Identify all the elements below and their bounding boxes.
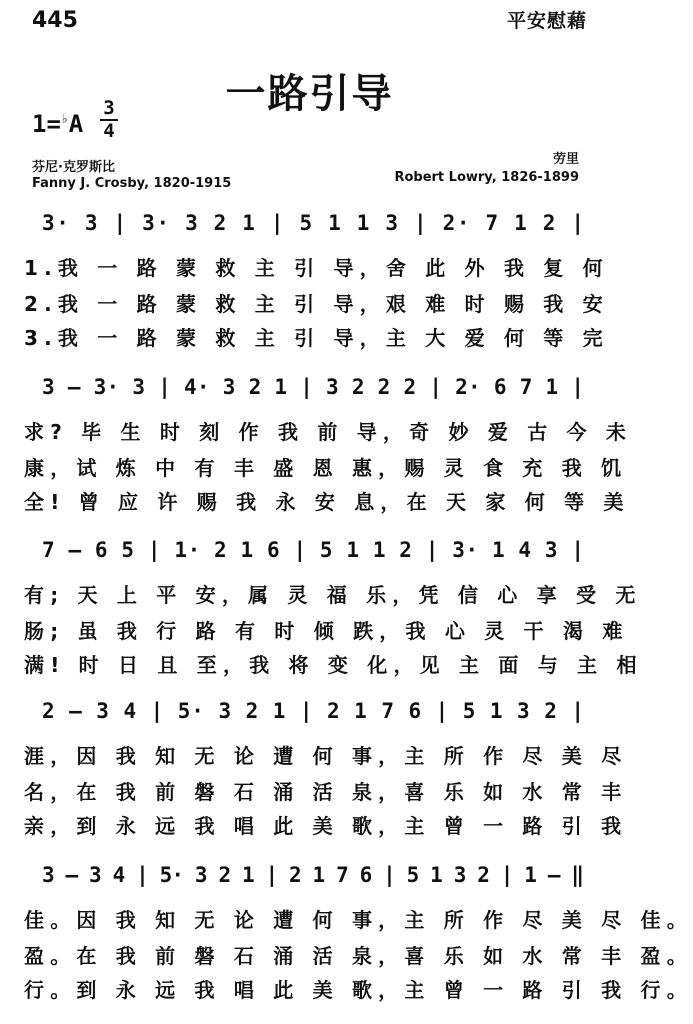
notes-line: 2 – 3 4 | 5· 3 2 1 | 2 1 7 6 | 5 1 3 2 |	[42, 699, 584, 723]
lyricist-cn: 芬尼·克罗斯比	[32, 160, 115, 175]
time-bottom: 4	[103, 120, 115, 142]
lyric-line: 3.我 一 路 蒙 救 主 引 导，主 大 爱 何 等 完	[24, 326, 609, 350]
lyric-line: 亲，到 永 远 我 唱 此 美 歌，主 曾 一 路 引 我	[24, 814, 628, 838]
lyric-line: 盈。在 我 前 磐 石 涌 活 泉，喜 乐 如 水 常 丰 盈。	[24, 944, 693, 968]
lyric-line: 1.我 一 路 蒙 救 主 引 导，舍 此 外 我 复 何	[24, 256, 609, 280]
key-flat: ♭	[60, 112, 69, 127]
lyric-line: 佳。因 我 知 无 论 遭 何 事，主 所 作 尽 美 尽 佳。	[24, 908, 693, 932]
notes-line: 3 – 3 4 | 5· 3 2 1 | 2 1 7 6 | 5 1 3 2 | 1 – ‖	[42, 863, 584, 887]
lyric-line: 全! 曾 应 许 赐 我 永 安 息，在 天 家 何 等 美	[24, 490, 630, 514]
lyric-line: 康，试 炼 中 有 丰 盛 恩 惠，赐 灵 食 充 我 饥	[24, 456, 628, 480]
key-prefix: 1=	[32, 110, 61, 138]
key-note: A	[68, 110, 84, 138]
lyric-line: 有; 天 上 平 安，属 灵 福 乐，凭 信 心 享 受 无	[24, 583, 642, 607]
notes-line: 3· 3 | 3· 3 2 1 | 5 1 1 3 | 2· 7 1 2 |	[42, 211, 584, 235]
time-top: 3	[103, 97, 115, 119]
hymn-title: 一路引导	[225, 71, 394, 117]
lyric-line: 2.我 一 路 蒙 救 主 引 导，艰 难 时 赐 我 安	[24, 292, 609, 316]
notes-line: 3 – 3· 3 | 4· 3 2 1 | 3 2 2 2 | 2· 6 7 1 |	[42, 375, 584, 399]
lyric-line: 肠; 虽 我 行 路 有 时 倾 跌，我 心 灵 干 渴 难	[24, 619, 629, 643]
notes-line: 7 – 6 5 | 1· 2 1 6 | 5 1 1 2 | 3· 1 4 3 |	[42, 538, 584, 562]
series-title: 平安慰藉	[506, 10, 587, 32]
composer-cn: 劳里	[552, 152, 579, 167]
lyricist-en: Fanny J. Crosby, 1820-1915	[32, 176, 232, 191]
lyric-line: 满! 时 日 且 至，我 将 变 化，见 主 面 与 主 相	[24, 653, 643, 677]
page-number: 445	[32, 8, 78, 33]
composer-en: Robert Lowry, 1826-1899	[394, 170, 579, 185]
lyric-line: 涯，因 我 知 无 论 遭 何 事，主 所 作 尽 美 尽	[24, 744, 628, 768]
lyric-line: 求? 毕 生 时 刻 作 我 前 导，奇 妙 爱 古 今 未	[24, 420, 633, 444]
lyric-line: 名，在 我 前 磐 石 涌 活 泉，喜 乐 如 水 常 丰	[24, 780, 628, 804]
lyric-line: 行。到 永 远 我 唱 此 美 歌，主 曾 一 路 引 我 行。	[24, 978, 693, 1002]
